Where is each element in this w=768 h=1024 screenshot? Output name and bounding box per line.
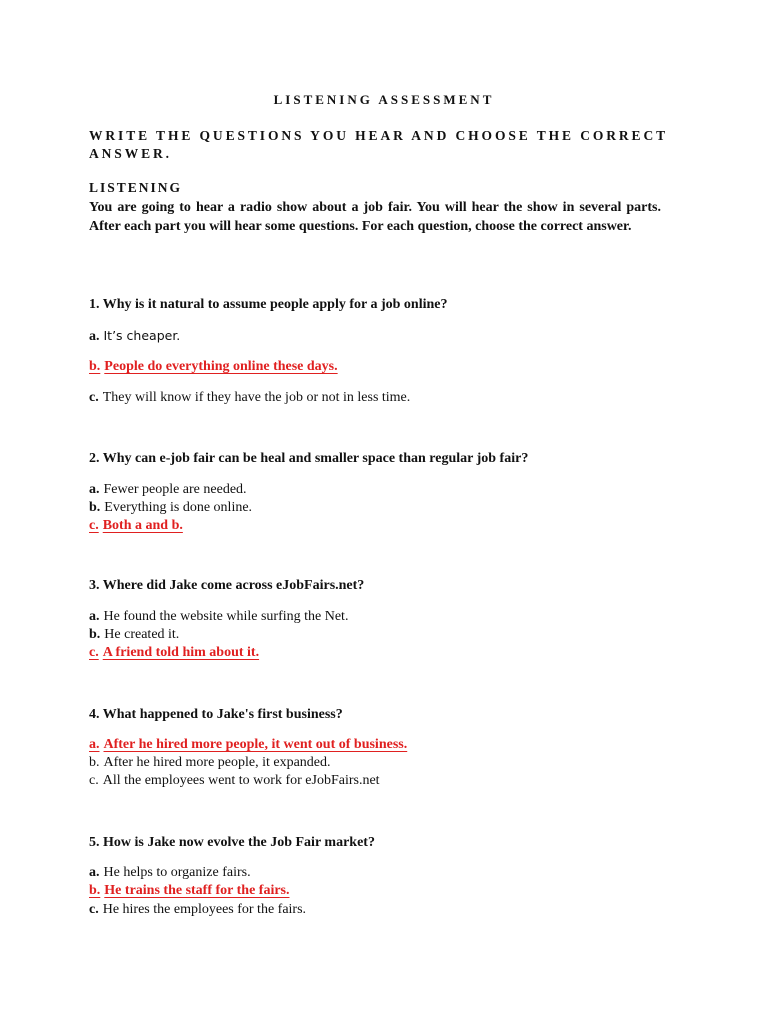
option-text: He found the website while surfing the Net. <box>103 609 349 624</box>
question-1-option-a <box>89 328 180 345</box>
question-3: 3. Where did Jake come across eJobFairs.net? <box>89 578 365 593</box>
option-letter: c. <box>89 518 99 533</box>
question-1-option-b-correct <box>89 359 338 375</box>
question-5-option-b-correct <box>89 883 290 899</box>
option-text: He trains the staff for the fairs. <box>104 883 290 898</box>
section-heading: LISTENING <box>89 180 183 195</box>
question-2-option-b <box>89 500 252 516</box>
option-text: He helps to organize fairs. <box>103 865 251 880</box>
option-letter: b. <box>89 755 100 770</box>
option-text: He hires the employees for the fairs. <box>102 902 307 917</box>
option-text: He created it. <box>104 627 180 642</box>
question-4-option-c <box>89 773 380 789</box>
option-letter: a. <box>89 865 100 880</box>
option-text: They will know if they have the job or not in less time. <box>102 390 411 405</box>
question-1-option-c <box>89 390 410 406</box>
question-4-option-a-correct <box>89 737 407 753</box>
option-text: After he hired more people, it expanded. <box>103 755 331 770</box>
question-4: 4. What happened to Jake's first business? <box>89 707 343 722</box>
question-3-option-a <box>89 609 348 625</box>
question-5: 5. How is Jake now evolve the Job Fair market? <box>89 835 375 850</box>
option-text: Everything is done online. <box>104 500 253 515</box>
page-title: LISTENING ASSESSMENT <box>273 92 495 107</box>
option-text: After he hired more people, it went out of business. <box>103 737 408 752</box>
option-letter: c. <box>89 773 99 788</box>
option-letter: a. <box>89 482 100 497</box>
option-text: Fewer people are needed. <box>103 482 247 497</box>
option-letter: c. <box>89 645 99 660</box>
question-5-option-a <box>89 865 251 881</box>
instruction-heading: WRITE THE QUESTIONS YOU HEAR AND CHOOSE THE CORRECT ANSWER. <box>89 128 668 161</box>
option-letter: a. <box>89 329 100 344</box>
question-2-option-a <box>89 482 247 498</box>
question-4-option-b <box>89 755 331 771</box>
option-text: People do everything online these days. <box>104 359 338 374</box>
option-letter: b. <box>89 627 101 642</box>
question-3-option-b <box>89 627 179 643</box>
option-letter: b. <box>89 359 101 374</box>
question-2: 2. Why can e-job fair can be heal and smaller space than regular job fair? <box>89 451 529 466</box>
intro-paragraph: You are going to hear a radio show about a job fair. You will hear the show in several parts. After each part you will hear some questions. For each question, choose the correct answer. <box>89 200 661 234</box>
question-2-option-c-correct <box>89 518 183 534</box>
option-letter: a. <box>89 609 100 624</box>
option-text: Both a and b. <box>102 518 183 533</box>
option-letter: c. <box>89 390 99 405</box>
option-text: It’s cheaper. <box>103 328 181 343</box>
question-5-option-c <box>89 902 306 918</box>
option-letter: b. <box>89 500 101 515</box>
option-letter: a. <box>89 737 100 752</box>
question-1: 1. Why is it natural to assume people apply for a job online? <box>89 297 448 312</box>
option-letter: b. <box>89 883 101 898</box>
option-text: All the employees went to work for eJobFairs.net <box>102 773 380 788</box>
question-3-option-c-correct <box>89 645 259 661</box>
option-letter: c. <box>89 902 99 917</box>
option-text: A friend told him about it. <box>102 645 260 660</box>
